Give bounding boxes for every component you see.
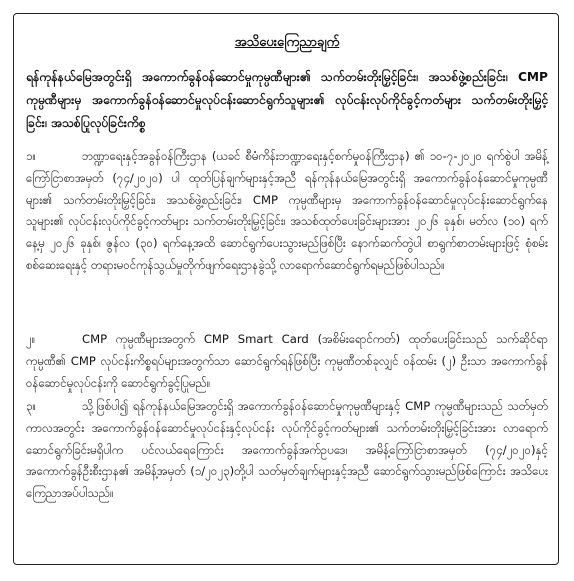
paragraph-text: ဘဏ္ဍာရေးနှင့်အခွန်ဝန်ကြီးဌာန (ယခင် စီမံကိန်းဘဏ္ဍာရေးနှင့်စက်မှုဝန်ကြီးဌာန) ၏ ၁၀-၇-၂၀၂၀ ရက်စွဲပါ အမိန့်ကြော်ငြာစာအမှတ် (၇၄/၂၀၂၀) ပါ ထုတ်ပြန်ချက်များနှင့်အညီ ရန်ကုန်နယ်မြေအတွင်းရှိ အကောက်ခွန်ဝန်ဆောင်မှုကုမ္ပဏီများ၏ သက်တမ်းတိုးမြှင့်ခြင်း၊ အသစ်ဖွဲ့စည်းခြင်း၊ CMP ကုမ္ပဏီများမှ အကောက်ခွန်ဝန်ဆောင်မှုလုပ်ငန်းဆောင်ရွက်နေသူများ၏ လုပ်ငန်းလုပ်ကိုင်ခွင့်ကတ်များ သက်တမ်းတိုးမြှင့်ခြင်း၊ အသစ်ထုတ်ပေးခြင်းများအား ၂၀၂၆ ခုနှစ်၊ မတ်လ (၁၀) ရက်နေ့မှ ၂၀၂၆ ခုနှစ်၊ ဇွန်လ (၃၀) ရက်နေ့အထိ ဆောင်ရွက်ပေးသွားမည်ဖြစ်ပြီး နောက်ဆက်တွဲပါ စာရွက်စာတမ်းများဖြင့် စုံစမ်းစစ်ဆေးရေးနှင့် တရားမဝင်ကုန်သွယ်မှုတိုက်ဖျက်ရေးဌာနခွဲသို့ လာရောက်ဆောင်ရွက်ရမည်ဖြစ်ပါသည်။ bbox=[26, 149, 548, 272]
paragraph-text: CMP ကုမ္ပဏီများအတွက် CMP Smart Card (အစိမ်းရောင်ကတ်) ထုတ်ပေးခြင်းသည် သက်ဆိုင်ရာကုမ္ပဏီ၏ CMP လုပ်ငန်းကိစ္စရပ်များအတွက်သာ ဆောင်ရွက်ရန်ဖြစ်ပြီး ကုမ္ပဏီတစ်ခုလျှင် ဝန်ထမ်း (၂) ဦးသာ အကောက်ခွန်ဝန်ဆောင်မှုလုပ်ငန်းကို ဆောင်ရွက်ခွင့်ပြုမည်။ bbox=[26, 332, 548, 390]
paragraph-1 bbox=[26, 146, 548, 277]
paragraph-number: ၂။ bbox=[26, 332, 36, 346]
document-heading: ရန်ကုန်နယ်မြေအတွင်းရှိ အကောက်ခွန်ဝန်ဆောင်မှုကုမ္ပဏီများ၏ သက်တမ်းတိုးမြှင့်ခြင်း၊ အသစ်ဖွဲ့စည်းခြင်း၊ CMP ကုမ္ပဏီများမှ အကောက်ခွန်ဝန်ဆောင်မှုလုပ်ငန်းဆောင်ရွက်သူများ၏ လုပ်ငန်းလုပ်ကိုင်ခွင့်ကတ်များ သက်တမ်းတိုးမြှင့်ခြင်း၊ အသစ်ပြုလုပ်ခြင်းကိစ္စ bbox=[26, 70, 548, 130]
document-title: အသိပေးကြေညာချက် bbox=[234, 35, 340, 50]
paragraph-text: သို့ဖြစ်ပါ၍ ရန်ကုန်နယ်မြေအတွင်းရှိ အကောက်ခွန်ဝန်ဆောင်မှုကုမ္ပဏီများနှင့် CMP ကုမ္ပဏီများသည် သတ်မှတ်ကာလအတွင်း အကောက်ခွန်ဝန်ဆောင်မှုလုပ်ငန်းနှင့်လုပ်ငန်း လုပ်ကိုင်ခွင့်ကတ်များ၏ သက်တမ်းတိုးမြှင့်ခြင်းအား လာရောက်ဆောင်ရွက်ခြင်းမရှိပါက ပင်လယ်ရေကြောင်း အကောက်ခွန်အက်ဥပဒေ၊ အမိန့်ကြော်ငြာစာအမှတ် (၇၄/၂၀၂၀)နှင့် အကောက်ခွန်ဦးစီးဌာန၏ အမိန့်အမှတ် (၁/၂၀၂၃)တို့ပါ သတ်မှတ်ချက်များနှင့်အညီ ဆောင်ရွက်သွားမည်ဖြစ်ကြောင်း အသိပေးကြေညာအပ်ပါသည်။ bbox=[26, 399, 548, 501]
paragraph-3 bbox=[26, 396, 548, 505]
paragraph-2 bbox=[26, 329, 548, 394]
paragraph-number: ၁။ bbox=[26, 149, 37, 163]
paragraph-number: ၃။ bbox=[26, 399, 37, 413]
